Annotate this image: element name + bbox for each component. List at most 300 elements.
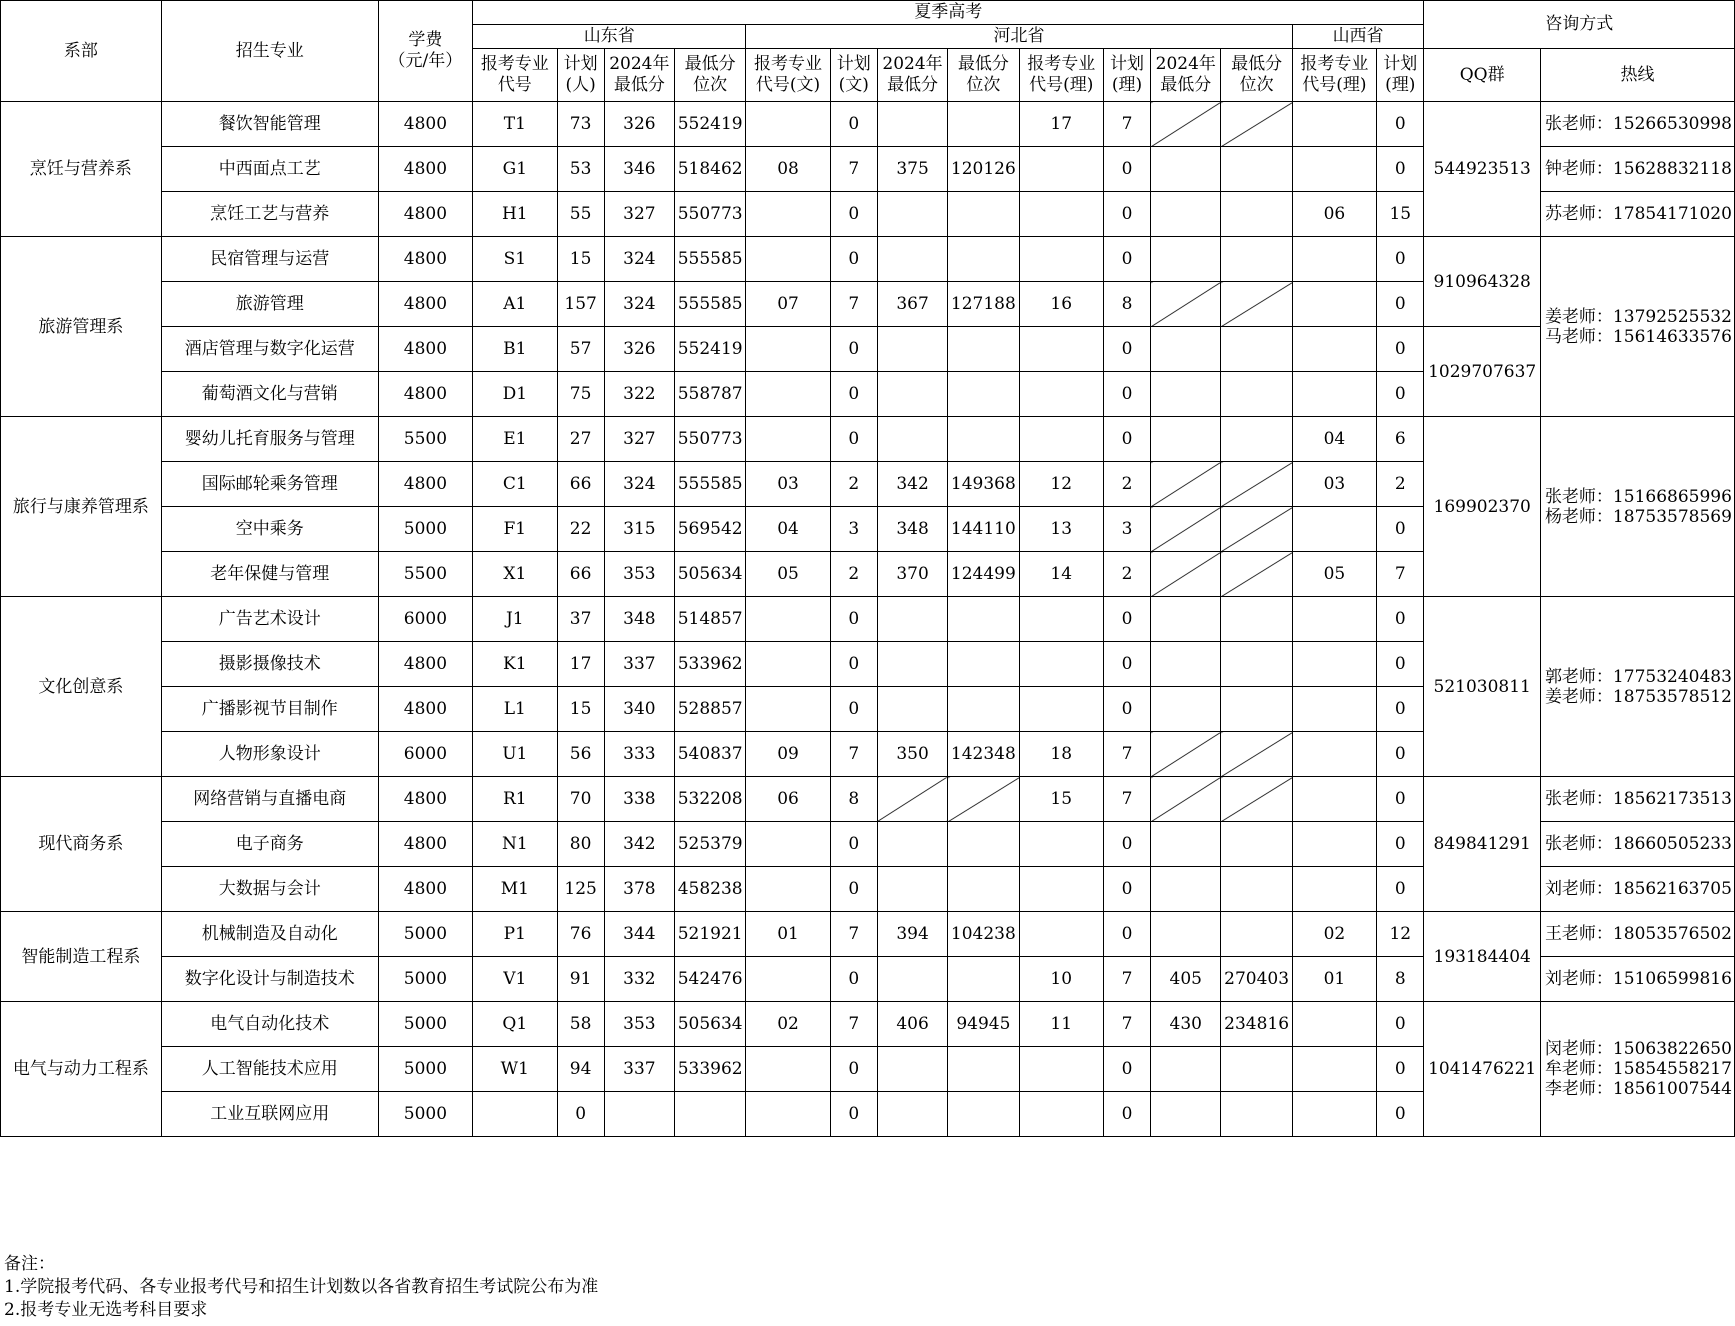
cell-hb-code-wen: 04 [746, 507, 830, 552]
cell-sd-code: M1 [473, 867, 557, 912]
cell-sd-rank: 542476 [675, 957, 746, 1002]
cell-major: 中西面点工艺 [161, 147, 378, 192]
cell-sx-plan-li: 0 [1377, 507, 1424, 552]
cell-sx-code-li [1292, 777, 1376, 822]
col-hb-rank-li: 最低分 位次 [1221, 49, 1292, 102]
cell-hb-code-li: 16 [1019, 282, 1103, 327]
hotline-cell [1540, 957, 1734, 1002]
col-hb-plan-wen: 计划 (文) [830, 49, 877, 102]
cell-hb-code-wen [746, 957, 830, 1002]
cell-hb-score-li [1151, 552, 1221, 597]
cell-sd-rank: 550773 [675, 417, 746, 462]
cell-hb-rank-li: 270403 [1221, 957, 1292, 1002]
cell-hb-plan-wen: 7 [830, 912, 877, 957]
hotline-contact: 杨老师：18753578569 [1544, 506, 1732, 527]
cell-sd-rank [675, 1092, 746, 1137]
cell-sd-rank: 533962 [675, 1047, 746, 1092]
department-cell: 智能制造工程系 [1, 912, 162, 1002]
cell-major: 老年保健与管理 [161, 552, 378, 597]
notes [4, 1253, 598, 1322]
cell-major: 烹饪工艺与营养 [161, 192, 378, 237]
cell-hb-plan-wen: 0 [830, 417, 877, 462]
hotline-contact: 张老师：18660505233 [1544, 834, 1732, 854]
cell-sd-score [604, 1092, 674, 1137]
cell-hb-plan-wen: 0 [830, 597, 877, 642]
hotline-cell [1540, 147, 1734, 192]
cell-sd-code: V1 [473, 957, 557, 1002]
col-hb-score-wen: 2024年 最低分 [877, 49, 947, 102]
qq-group-cell: 521030811 [1424, 597, 1541, 777]
cell-fee: 5500 [378, 552, 472, 597]
cell-hb-code-li [1019, 912, 1103, 957]
hotline-cell [1540, 237, 1734, 417]
cell-sd-plan: 17 [557, 642, 604, 687]
cell-hb-code-wen [746, 417, 830, 462]
cell-fee: 4800 [378, 147, 472, 192]
cell-hb-rank-wen [948, 1047, 1019, 1092]
cell-hb-plan-li: 0 [1103, 597, 1150, 642]
cell-sd-rank: 540837 [675, 732, 746, 777]
cell-major: 人工智能技术应用 [161, 1047, 378, 1092]
cell-hb-plan-li: 7 [1103, 1002, 1150, 1047]
cell-hb-score-li [1151, 732, 1221, 777]
cell-major: 机械制造及自动化 [161, 912, 378, 957]
cell-hb-code-li [1019, 237, 1103, 282]
cell-hb-rank-li: 234816 [1221, 1002, 1292, 1047]
cell-fee: 4800 [378, 462, 472, 507]
province-hebei: 河北省 [746, 25, 1292, 49]
cell-sx-plan-li: 0 [1377, 777, 1424, 822]
cell-sd-code: R1 [473, 777, 557, 822]
cell-sd-code: L1 [473, 687, 557, 732]
hotline-contact: 姜老师：13792525532 [1544, 306, 1732, 327]
cell-hb-plan-wen: 0 [830, 192, 877, 237]
cell-hb-rank-wen: 120126 [948, 147, 1019, 192]
qq-group-cell: 544923513 [1424, 102, 1541, 237]
cell-sd-code: S1 [473, 237, 557, 282]
cell-hb-plan-wen: 0 [830, 1092, 877, 1137]
table-row [1, 417, 1735, 462]
cell-hb-code-li: 13 [1019, 507, 1103, 552]
cell-sx-code-li [1292, 372, 1376, 417]
cell-hb-code-wen [746, 822, 830, 867]
cell-hb-rank-li [1221, 372, 1292, 417]
cell-hb-score-wen [877, 237, 947, 282]
cell-hb-rank-wen [948, 417, 1019, 462]
cell-hb-plan-li: 7 [1103, 957, 1150, 1002]
cell-hb-plan-wen: 0 [830, 372, 877, 417]
cell-hb-code-wen [746, 867, 830, 912]
province-shanxi: 山西省 [1292, 25, 1424, 49]
cell-major: 餐饮智能管理 [161, 102, 378, 147]
cell-hb-score-li [1151, 507, 1221, 552]
cell-major: 民宿管理与运营 [161, 237, 378, 282]
cell-hb-rank-wen [948, 642, 1019, 687]
cell-major: 国际邮轮乘务管理 [161, 462, 378, 507]
cell-hb-rank-li [1221, 1047, 1292, 1092]
cell-hb-rank-wen [948, 687, 1019, 732]
cell-sx-code-li [1292, 102, 1376, 147]
cell-sd-code: G1 [473, 147, 557, 192]
cell-sd-plan: 75 [557, 372, 604, 417]
qq-group-cell: 1029707637 [1424, 327, 1541, 417]
col-sd-plan: 计划 (人) [557, 49, 604, 102]
cell-major: 空中乘务 [161, 507, 378, 552]
cell-sx-code-li: 04 [1292, 417, 1376, 462]
table-row [1, 237, 1735, 282]
cell-hb-rank-li [1221, 147, 1292, 192]
cell-hb-rank-li [1221, 237, 1292, 282]
cell-major: 大数据与会计 [161, 867, 378, 912]
table-row [1, 1002, 1735, 1047]
cell-fee: 4800 [378, 822, 472, 867]
cell-hb-code-li [1019, 867, 1103, 912]
cell-sd-score: 348 [604, 597, 674, 642]
cell-fee: 4800 [378, 687, 472, 732]
cell-hb-score-wen: 367 [877, 282, 947, 327]
cell-sd-rank: 555585 [675, 462, 746, 507]
qq-group-cell: 193184404 [1424, 912, 1541, 1002]
cell-hb-score-wen [877, 102, 947, 147]
cell-sx-code-li [1292, 597, 1376, 642]
cell-hb-code-wen [746, 1047, 830, 1092]
cell-major: 广告艺术设计 [161, 597, 378, 642]
cell-hb-rank-wen [948, 372, 1019, 417]
cell-sd-score: 324 [604, 237, 674, 282]
cell-hb-rank-li [1221, 687, 1292, 732]
cell-hb-score-wen: 375 [877, 147, 947, 192]
cell-hb-code-wen [746, 102, 830, 147]
cell-hb-code-li [1019, 372, 1103, 417]
cell-fee: 5000 [378, 1002, 472, 1047]
cell-hb-rank-li [1221, 417, 1292, 462]
cell-fee: 4800 [378, 237, 472, 282]
cell-hb-plan-wen: 7 [830, 1002, 877, 1047]
cell-hb-rank-wen [948, 192, 1019, 237]
cell-sd-score: 346 [604, 147, 674, 192]
cell-hb-plan-li: 0 [1103, 417, 1150, 462]
cell-sd-plan: 58 [557, 1002, 604, 1047]
cell-hb-rank-li [1221, 867, 1292, 912]
cell-sd-score: 332 [604, 957, 674, 1002]
cell-major: 数字化设计与制造技术 [161, 957, 378, 1002]
hotline-cell [1540, 867, 1734, 912]
cell-hb-code-li [1019, 687, 1103, 732]
col-sx-plan-li: 计划 (理) [1377, 49, 1424, 102]
cell-hb-plan-li: 7 [1103, 777, 1150, 822]
col-sd-score: 2024年 最低分 [604, 49, 674, 102]
fee-header: 学费 （元/年） [378, 1, 472, 102]
cell-hb-code-li [1019, 1092, 1103, 1137]
cell-sx-code-li: 01 [1292, 957, 1376, 1002]
cell-sd-plan: 94 [557, 1047, 604, 1092]
cell-hb-plan-wen: 0 [830, 867, 877, 912]
cell-hb-plan-wen: 8 [830, 777, 877, 822]
col-sx-code-li: 报考专业 代号(理) [1292, 49, 1376, 102]
cell-sd-code [473, 1092, 557, 1137]
cell-hb-plan-li: 0 [1103, 867, 1150, 912]
cell-hb-plan-li: 0 [1103, 1047, 1150, 1092]
cell-hb-code-wen [746, 372, 830, 417]
cell-sx-code-li: 05 [1292, 552, 1376, 597]
cell-sx-plan-li: 0 [1377, 327, 1424, 372]
hotline-contact: 马老师：15614633576 [1544, 326, 1732, 347]
cell-sx-plan-li: 6 [1377, 417, 1424, 462]
cell-sd-code: K1 [473, 642, 557, 687]
cell-fee: 5000 [378, 1092, 472, 1137]
cell-sx-plan-li: 0 [1377, 867, 1424, 912]
cell-major: 葡萄酒文化与营销 [161, 372, 378, 417]
cell-hb-rank-li [1221, 822, 1292, 867]
cell-sd-rank: 525379 [675, 822, 746, 867]
cell-hb-code-li [1019, 417, 1103, 462]
cell-sd-plan: 0 [557, 1092, 604, 1137]
department-cell: 现代商务系 [1, 777, 162, 912]
cell-sd-plan: 125 [557, 867, 604, 912]
cell-hb-score-wen [877, 1047, 947, 1092]
cell-hb-plan-wen: 7 [830, 732, 877, 777]
cell-sx-plan-li: 0 [1377, 237, 1424, 282]
cell-hb-score-li [1151, 372, 1221, 417]
cell-hb-plan-li: 0 [1103, 687, 1150, 732]
cell-hb-rank-wen [948, 102, 1019, 147]
cell-sd-rank: 514857 [675, 597, 746, 642]
cell-sd-plan: 37 [557, 597, 604, 642]
cell-sd-score: 337 [604, 1047, 674, 1092]
cell-sx-plan-li: 0 [1377, 147, 1424, 192]
cell-hb-score-li [1151, 687, 1221, 732]
col-hb-rank-wen: 最低分 位次 [948, 49, 1019, 102]
cell-hb-score-li [1151, 912, 1221, 957]
table-row [1, 777, 1735, 822]
cell-hb-code-wen: 07 [746, 282, 830, 327]
cell-hb-plan-li: 7 [1103, 732, 1150, 777]
cell-hb-score-wen [877, 957, 947, 1002]
cell-sd-plan: 15 [557, 687, 604, 732]
cell-fee: 5000 [378, 1047, 472, 1092]
cell-sd-rank: 505634 [675, 1002, 746, 1047]
cell-hb-code-li: 18 [1019, 732, 1103, 777]
cell-sx-plan-li: 0 [1377, 822, 1424, 867]
cell-hb-code-wen: 05 [746, 552, 830, 597]
cell-hb-rank-li [1221, 912, 1292, 957]
hotline-cell [1540, 822, 1734, 867]
cell-fee: 4800 [378, 372, 472, 417]
cell-hb-code-wen: 02 [746, 1002, 830, 1047]
cell-hb-score-wen: 342 [877, 462, 947, 507]
cell-hb-score-wen [877, 642, 947, 687]
cell-sx-code-li [1292, 687, 1376, 732]
cell-sx-plan-li: 0 [1377, 1092, 1424, 1137]
cell-sx-plan-li: 0 [1377, 732, 1424, 777]
cell-hb-plan-wen: 7 [830, 147, 877, 192]
cell-hb-rank-li [1221, 507, 1292, 552]
cell-hb-code-li: 15 [1019, 777, 1103, 822]
cell-sd-rank: 555585 [675, 237, 746, 282]
cell-hb-code-li [1019, 327, 1103, 372]
cell-sd-code: Q1 [473, 1002, 557, 1047]
hotline-header: 热线 [1540, 49, 1734, 102]
cell-hb-rank-wen: 149368 [948, 462, 1019, 507]
cell-hb-plan-li: 0 [1103, 372, 1150, 417]
cell-sx-code-li [1292, 1002, 1376, 1047]
department-cell: 烹饪与营养系 [1, 102, 162, 237]
hotline-contact: 王老师：18053576502 [1544, 924, 1732, 944]
cell-hb-plan-li: 3 [1103, 507, 1150, 552]
cell-sx-plan-li: 15 [1377, 192, 1424, 237]
hotline-cell [1540, 597, 1734, 777]
hotline-contact: 李老师：18561007544 [1544, 1079, 1732, 1099]
cell-sx-plan-li: 2 [1377, 462, 1424, 507]
cell-sx-plan-li: 0 [1377, 102, 1424, 147]
cell-hb-code-wen: 09 [746, 732, 830, 777]
cell-sd-code: C1 [473, 462, 557, 507]
dept-header: 系部 [1, 1, 162, 102]
cell-hb-plan-wen: 0 [830, 327, 877, 372]
cell-hb-rank-wen [948, 597, 1019, 642]
cell-major: 人物形象设计 [161, 732, 378, 777]
cell-sd-plan: 70 [557, 777, 604, 822]
hotline-contact: 姜老师：18753578512 [1544, 686, 1732, 707]
cell-sx-plan-li: 7 [1377, 552, 1424, 597]
cell-hb-code-li [1019, 192, 1103, 237]
cell-major: 旅游管理 [161, 282, 378, 327]
cell-hb-rank-li [1221, 1092, 1292, 1137]
cell-hb-code-li: 17 [1019, 102, 1103, 147]
cell-hb-rank-li [1221, 102, 1292, 147]
cell-hb-rank-wen [948, 867, 1019, 912]
cell-hb-score-li [1151, 597, 1221, 642]
cell-sd-rank: 555585 [675, 282, 746, 327]
cell-sx-code-li [1292, 507, 1376, 552]
table-row [1, 102, 1735, 147]
cell-hb-score-wen [877, 417, 947, 462]
cell-hb-score-wen: 350 [877, 732, 947, 777]
cell-hb-score-li: 405 [1151, 957, 1221, 1002]
cell-hb-score-li: 430 [1151, 1002, 1221, 1047]
cell-hb-score-wen [877, 372, 947, 417]
cell-hb-plan-wen: 0 [830, 237, 877, 282]
cell-sx-code-li [1292, 822, 1376, 867]
cell-hb-score-li [1151, 192, 1221, 237]
cell-hb-code-wen [746, 687, 830, 732]
hotline-contact: 苏老师：17854171020 [1544, 204, 1732, 224]
cell-sd-plan: 73 [557, 102, 604, 147]
cell-hb-code-li [1019, 147, 1103, 192]
cell-sd-code: J1 [473, 597, 557, 642]
cell-hb-score-li [1151, 417, 1221, 462]
cell-sd-rank: 532208 [675, 777, 746, 822]
cell-major: 酒店管理与数字化运营 [161, 327, 378, 372]
cell-hb-code-li: 10 [1019, 957, 1103, 1002]
cell-sx-code-li: 06 [1292, 192, 1376, 237]
cell-hb-score-li [1151, 147, 1221, 192]
hotline-cell [1540, 417, 1734, 597]
cell-sd-score: 342 [604, 822, 674, 867]
cell-hb-score-wen [877, 597, 947, 642]
cell-hb-rank-wen: 144110 [948, 507, 1019, 552]
cell-hb-score-li [1151, 1047, 1221, 1092]
col-hb-code-li: 报考专业 代号(理) [1019, 49, 1103, 102]
cell-sx-plan-li: 0 [1377, 372, 1424, 417]
cell-hb-score-wen: 348 [877, 507, 947, 552]
hotline-contact: 郭老师：17753240483 [1544, 666, 1732, 687]
qq-group-cell: 169902370 [1424, 417, 1541, 597]
cell-fee: 6000 [378, 732, 472, 777]
hotline-cell [1540, 912, 1734, 957]
cell-hb-plan-wen: 2 [830, 552, 877, 597]
cell-sx-code-li [1292, 147, 1376, 192]
cell-fee: 4800 [378, 327, 472, 372]
cell-hb-code-wen [746, 192, 830, 237]
cell-sx-code-li [1292, 732, 1376, 777]
cell-sd-score: 333 [604, 732, 674, 777]
qq-group-cell: 910964328 [1424, 237, 1541, 327]
cell-sd-score: 340 [604, 687, 674, 732]
cell-sd-score: 326 [604, 327, 674, 372]
cell-hb-code-wen: 06 [746, 777, 830, 822]
cell-sd-plan: 80 [557, 822, 604, 867]
cell-hb-code-li [1019, 1047, 1103, 1092]
col-sd-code: 报考专业 代号 [473, 49, 557, 102]
cell-sx-plan-li: 0 [1377, 642, 1424, 687]
cell-hb-code-wen [746, 597, 830, 642]
cell-sd-score: 353 [604, 552, 674, 597]
cell-sd-plan: 22 [557, 507, 604, 552]
hotline-contact: 刘老师：18562163705 [1544, 879, 1732, 899]
cell-sd-code: U1 [473, 732, 557, 777]
cell-sd-rank: 533962 [675, 642, 746, 687]
cell-sd-plan: 91 [557, 957, 604, 1002]
cell-hb-code-li: 12 [1019, 462, 1103, 507]
table-row [1, 912, 1735, 957]
cell-major: 摄影摄像技术 [161, 642, 378, 687]
col-hb-score-li: 2024年 最低分 [1151, 49, 1221, 102]
cell-sd-code: P1 [473, 912, 557, 957]
cell-hb-code-wen [746, 327, 830, 372]
department-cell: 电气与动力工程系 [1, 1002, 162, 1137]
cell-sd-code: F1 [473, 507, 557, 552]
cell-hb-score-wen [877, 867, 947, 912]
cell-sd-rank: 458238 [675, 867, 746, 912]
cell-hb-code-li: 11 [1019, 1002, 1103, 1047]
cell-hb-rank-li [1221, 327, 1292, 372]
cell-fee: 5500 [378, 417, 472, 462]
cell-fee: 4800 [378, 867, 472, 912]
col-hb-plan-li: 计划 (理) [1103, 49, 1150, 102]
cell-hb-rank-wen: 104238 [948, 912, 1019, 957]
cell-sd-score: 353 [604, 1002, 674, 1047]
qq-group-cell: 1041476221 [1424, 1002, 1541, 1137]
cell-sd-rank: 569542 [675, 507, 746, 552]
cell-hb-score-wen: 394 [877, 912, 947, 957]
cell-fee: 4800 [378, 192, 472, 237]
consult-header: 咨询方式 [1424, 1, 1735, 49]
cell-hb-rank-li [1221, 192, 1292, 237]
cell-hb-code-wen: 03 [746, 462, 830, 507]
cell-hb-score-wen [877, 1092, 947, 1137]
cell-sd-code: X1 [473, 552, 557, 597]
cell-sx-plan-li: 0 [1377, 1047, 1424, 1092]
cell-hb-plan-li: 0 [1103, 912, 1150, 957]
cell-hb-plan-wen: 3 [830, 507, 877, 552]
cell-hb-plan-li: 2 [1103, 552, 1150, 597]
table-row [1, 327, 1735, 372]
department-cell: 文化创意系 [1, 597, 162, 777]
cell-sx-code-li [1292, 642, 1376, 687]
cell-sd-plan: 57 [557, 327, 604, 372]
cell-sd-plan: 56 [557, 732, 604, 777]
